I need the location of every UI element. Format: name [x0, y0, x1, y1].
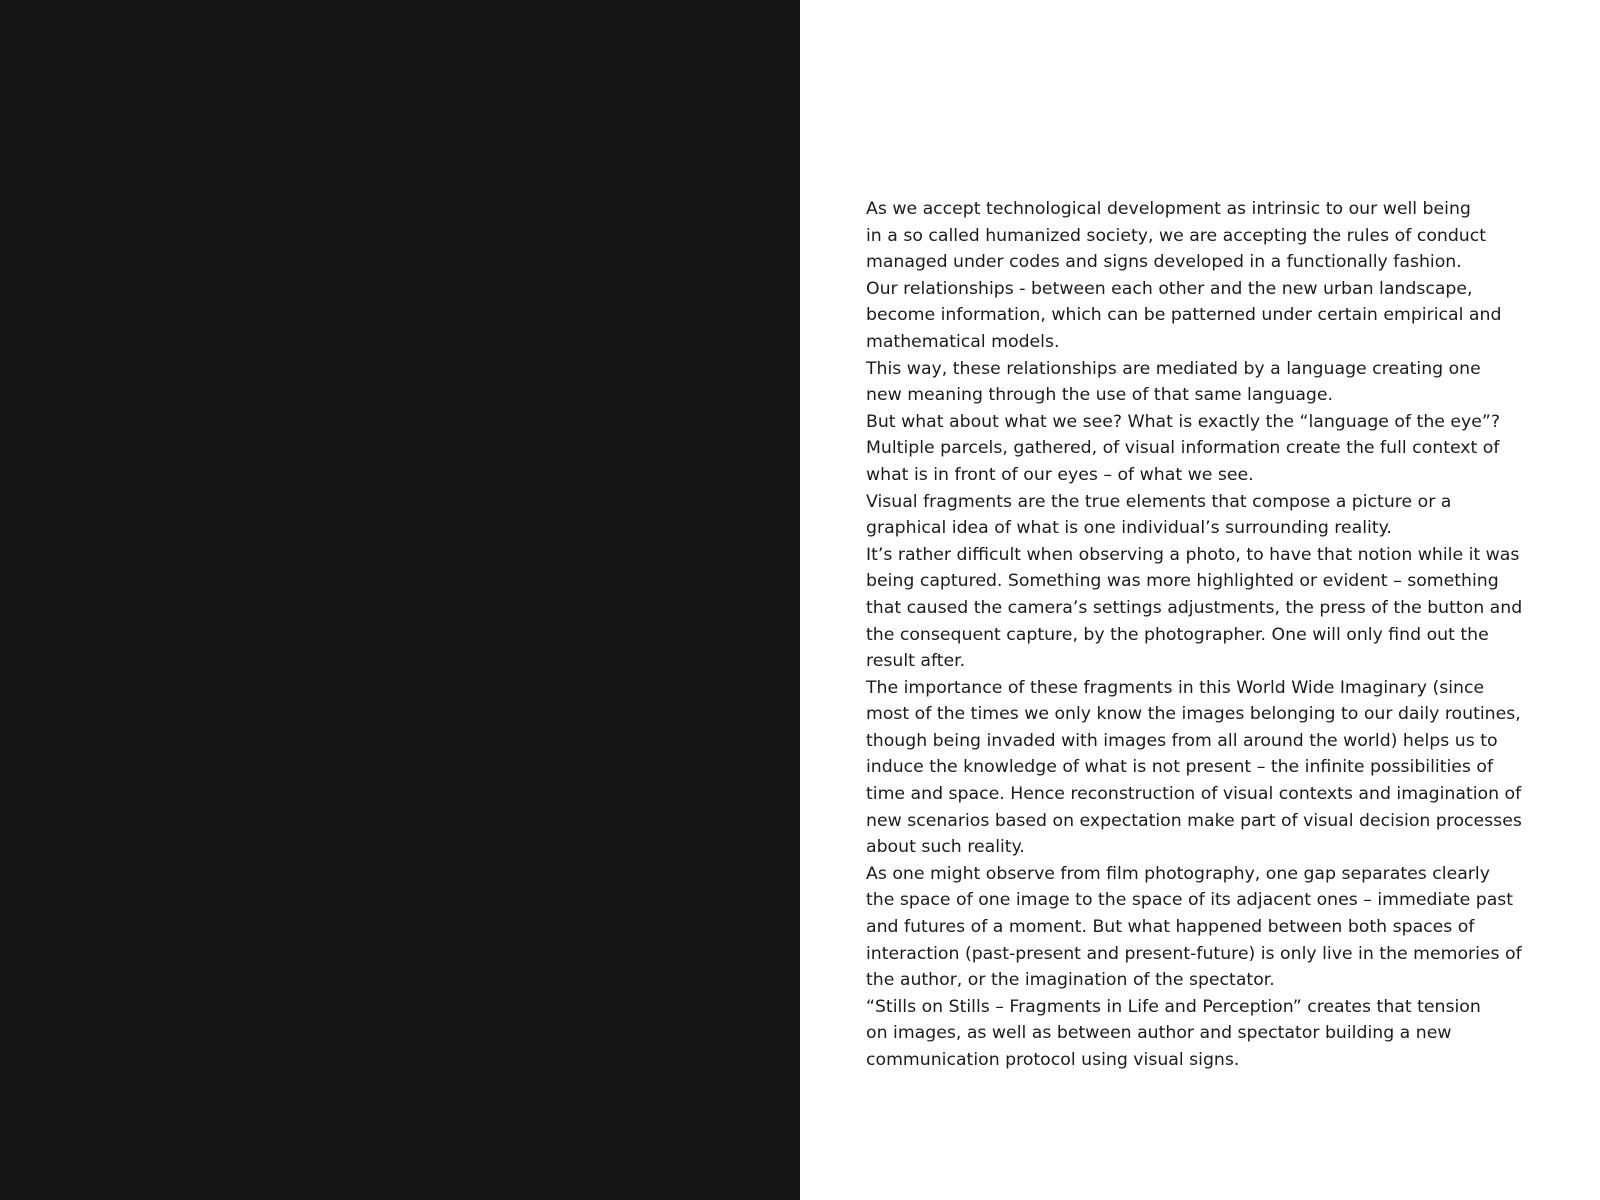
text-line: most of the times we only know the images belonging to our daily routines,	[866, 704, 1521, 725]
text-line: As we accept technological development as intrinsic to our well being	[866, 199, 1471, 219]
text-line: Our relationships - between each other and the new urban landscape,	[866, 278, 1473, 299]
text-line: interaction (past-present and present-future) is only live in the memories of	[866, 943, 1522, 964]
text-line: new meaning through the use of that same language.	[866, 385, 1334, 406]
text-line: As one might observe from film photography, one gap separates clearly	[866, 863, 1490, 884]
text-line: the consequent capture, by the photographer. One will only find out the	[866, 624, 1489, 645]
text-line: “Stills on Stills – Fragments in Life and Perception” creates that tension	[866, 996, 1481, 1017]
text-line: what is in front of our eyes – of what we see.	[866, 464, 1254, 485]
text-line: being captured. Something was more highlighted or evident – something	[866, 571, 1499, 592]
text-line: induce the knowledge of what is not present – the infinite possibilities of	[866, 757, 1494, 778]
text-line: result after.	[866, 651, 966, 672]
text-line: Multiple parcels, gathered, of visual information create the full context of	[866, 438, 1500, 459]
text-line: in a so called humanized society, we are accepting the rules of conduct	[866, 225, 1487, 246]
text-line: the author, or the imagination of the spectator.	[866, 970, 1275, 991]
text-line: and futures of a moment. But what happened between both spaces of	[866, 917, 1475, 938]
text-line: But what about what we see? What is exactly the “language of the eye”?	[866, 411, 1501, 432]
text-line: new scenarios based on expectation make part of visual decision processes	[866, 810, 1522, 831]
text-line: about such reality.	[866, 837, 1025, 858]
text-line: managed under codes and signs developed in a functionally fashion.	[866, 252, 1462, 273]
text-line: It’s rather difficult when observing a photo, to have that notion while it was	[866, 544, 1520, 565]
body-text	[866, 196, 1566, 1074]
text-line: on images, as well as between author and spectator building a new	[866, 1023, 1452, 1044]
text-line: Visual fragments are the true elements that compose a picture or a	[866, 491, 1452, 512]
text-line: communication protocol using visual signs.	[866, 1050, 1240, 1070]
text-line: The importance of these fragments in this World Wide Imaginary (since	[866, 677, 1485, 698]
text-line: though being invaded with images from all around the world) helps us to	[866, 730, 1498, 751]
text-line: mathematical models.	[866, 331, 1060, 352]
right-page	[800, 0, 1600, 1200]
text-line: the space of one image to the space of its adjacent ones – immediate past	[866, 890, 1514, 911]
text-line: become information, which can be patterned under certain empirical and	[866, 305, 1502, 326]
text-line: time and space. Hence reconstruction of visual contexts and imagination of	[866, 784, 1522, 805]
text-line: This way, these relationships are mediated by a language creating one	[866, 358, 1481, 379]
text-line: graphical idea of what is one individual’s surrounding reality.	[866, 518, 1392, 539]
text-line: that caused the camera’s settings adjustments, the press of the button and	[866, 597, 1523, 618]
